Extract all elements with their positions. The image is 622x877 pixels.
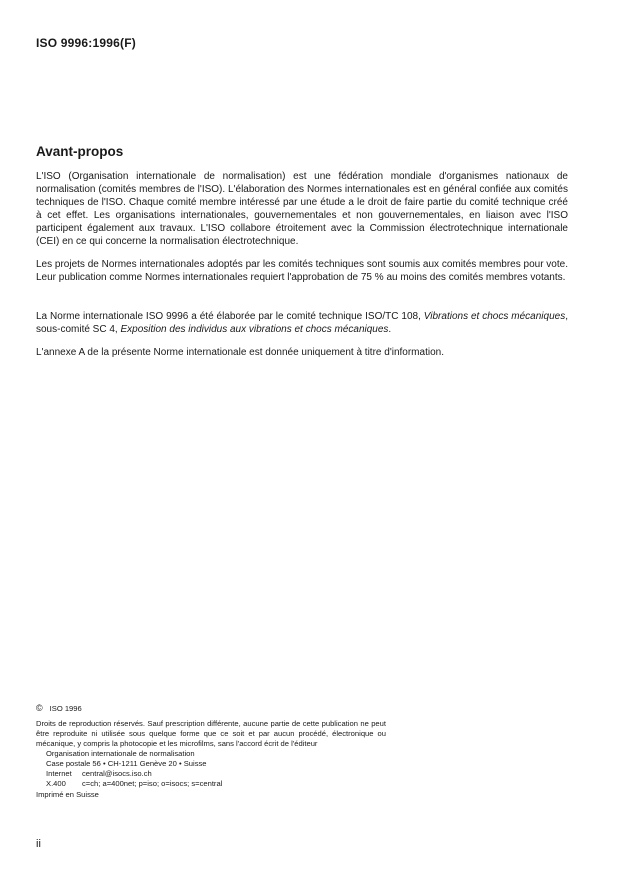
page-number: ii	[36, 838, 41, 850]
committee-text-3: .	[388, 324, 392, 335]
copyright-text: ISO 1996	[49, 704, 82, 713]
internet-label: Internet	[46, 769, 72, 778]
section-title: Avant-propos	[36, 144, 124, 159]
committee-title: Vibrations et chocs mécaniques	[423, 311, 566, 322]
paragraph-voting: Les projets de Normes internationales adoptés par les comités techniques sont soumis aux comités membres pour vote. Leur publication comme Normes internationales requiert l'approbation de 75 % au moins des comités membres votants.	[36, 259, 568, 283]
committee-text-1: La Norme internationale ISO 9996 a été élaborée par le comité technique ISO/TC 108,	[36, 311, 424, 322]
printed-in: Imprimé en Suisse	[36, 790, 99, 799]
paragraph-committee	[36, 310, 568, 336]
copyright-line	[36, 703, 386, 714]
internet-address: central@isocs.iso.ch	[82, 769, 152, 778]
x400-label: X.400	[46, 779, 66, 788]
committee-text-2: , sous-comité SC 4,	[36, 311, 568, 335]
copyright-block	[36, 703, 386, 800]
internet-row	[46, 769, 386, 779]
postal-address: Case postale 56 • CH-1211 Genève 20 • Suisse	[46, 759, 207, 768]
copyright-symbol: ©	[36, 703, 43, 713]
subcommittee-title: Exposition des individus aux vibrations et chocs mécaniques	[120, 324, 389, 335]
rights-statement: Droits de reproduction réservés. Sauf prescription différente, aucune partie de cette publication ne peut être reproduite ni utilisée sous quelque forme que ce soit et par aucun procédé, électronique ou mécanique, y compris la photocopie et les microfilms, sans l'accord écrit de l'éditeur	[36, 719, 386, 748]
x400-address: c=ch; a=400net; p=iso; o=isocs; s=central	[82, 779, 223, 788]
publisher-address	[46, 749, 386, 789]
publisher-name: Organisation internationale de normalisation	[46, 749, 195, 758]
document-id: ISO 9996:1996(F)	[36, 36, 136, 50]
paragraph-annex: L'annexe A de la présente Norme internationale est donnée uniquement à titre d'information.	[36, 347, 444, 358]
x400-row	[46, 779, 386, 789]
paragraph-iso-intro: L'ISO (Organisation internationale de normalisation) est une fédération mondiale d'organismes nationaux de normalisation (comités membres de l'ISO). L'élaboration des Normes internationales est en général confiée aux comités techniques de l'ISO. Chaque comité membre intéressé par une étude a le droit de faire partie du comité technique créé à cet effet. Les organisations internationales, gouvernementales et non gouvernementales, en liaison avec l'ISO participent également aux travaux. L'ISO collabore étroitement avec la Commission électrotechnique internationale (CEI) en ce qui concerne la normalisation électrotechnique.	[36, 171, 568, 247]
